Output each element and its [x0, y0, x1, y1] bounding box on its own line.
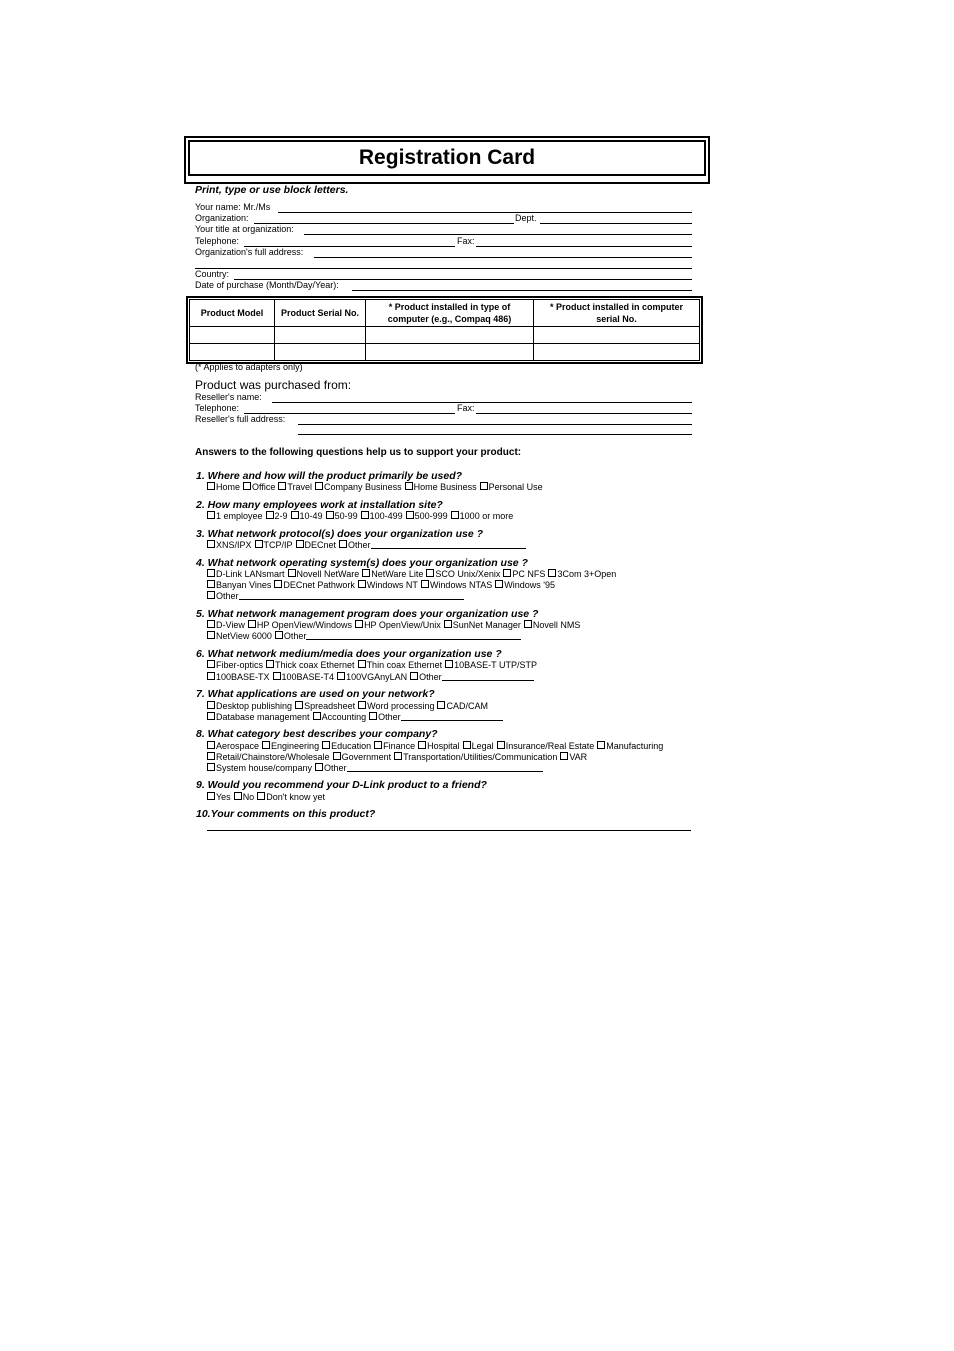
option-label: Aerospace [216, 741, 260, 751]
checkbox-icon[interactable] [445, 660, 453, 668]
option-checkbox[interactable] [451, 511, 514, 521]
question-8: 8. What category best describes your company? [196, 728, 438, 740]
table-cell[interactable] [534, 327, 700, 344]
option-checkbox[interactable] [273, 672, 335, 682]
option-checkbox[interactable] [597, 741, 663, 751]
option-label: Yes [216, 792, 231, 802]
checkbox-icon[interactable] [278, 482, 286, 490]
checkbox-icon[interactable] [262, 741, 270, 749]
other-blank-line[interactable] [401, 712, 503, 721]
other-blank-line[interactable] [347, 763, 543, 772]
country-label: Country: [195, 269, 230, 279]
name-label: Your name: Mr./Ms [195, 202, 271, 212]
option-label: SunNet Manager [452, 620, 521, 630]
option-checkbox[interactable] [207, 712, 310, 722]
checkbox-icon[interactable] [207, 672, 215, 680]
checkbox-icon[interactable] [463, 741, 471, 749]
title-label: Your title at organization: [195, 224, 294, 234]
option-label: Education [331, 741, 372, 751]
table-row [190, 327, 700, 344]
option-checkbox[interactable] [437, 701, 488, 711]
fax-label: Fax: [457, 236, 475, 246]
checkbox-icon[interactable] [296, 540, 304, 548]
option-label: Transportation/Utilities/Communication [403, 752, 558, 762]
question-1-options [207, 482, 546, 493]
checkbox-icon[interactable] [274, 580, 282, 588]
option-label: Finance [383, 741, 416, 751]
option-checkbox[interactable] [207, 672, 270, 682]
checkbox-icon[interactable] [291, 511, 299, 519]
option-label: Home [216, 482, 241, 492]
option-label: 1 employee [216, 511, 263, 521]
option-checkbox[interactable] [358, 701, 434, 711]
other-blank-line[interactable] [306, 631, 521, 640]
option-label: System house/company [216, 763, 313, 773]
option-label: 100BASE-TX [216, 672, 270, 682]
question-5: 5. What network management program does your organization use ? [196, 608, 539, 620]
option-checkbox[interactable] [234, 792, 255, 802]
checkbox-icon[interactable] [266, 511, 274, 519]
option-label: PC NFS [512, 569, 546, 579]
option-checkbox[interactable] [480, 482, 543, 492]
question-2-options [207, 511, 516, 522]
option-label: Desktop publishing [216, 701, 293, 711]
checkbox-icon[interactable] [374, 741, 382, 749]
header-computer-type: * Product installed in type of computer (e.g., Compaq 486) [366, 300, 534, 327]
checkbox-icon[interactable] [295, 701, 303, 709]
option-label: 50-99 [334, 511, 358, 521]
option-checkbox[interactable] [275, 631, 522, 641]
question-3-options [207, 540, 529, 551]
question-4-options [207, 591, 467, 602]
question-3: 3. What network protocol(s) does your organization use ? [196, 528, 484, 540]
option-label: No [242, 792, 255, 802]
option-label: Insurance/Real Estate [505, 741, 595, 751]
option-checkbox[interactable] [274, 580, 355, 590]
option-checkbox[interactable] [278, 482, 312, 492]
option-label: VAR [569, 752, 588, 762]
checkbox-icon[interactable] [362, 569, 370, 577]
table-row [190, 344, 700, 361]
reseller-telephone-label: Telephone: [195, 403, 240, 413]
checkbox-icon[interactable] [437, 701, 445, 709]
org-address-label: Organization's full address: [195, 247, 304, 257]
checkbox-icon[interactable] [361, 511, 369, 519]
table-cell[interactable] [275, 344, 366, 361]
option-label: DECnet Pathwork [283, 580, 355, 590]
option-label: Retail/Chainstore/Wholesale [216, 752, 330, 762]
option-label: XNS/IPX [216, 540, 252, 550]
option-label: Office [252, 482, 276, 492]
option-label: Personal Use [488, 482, 543, 492]
option-label: Novell NetWare [296, 569, 360, 579]
option-label: Thick coax Ethernet [275, 660, 355, 670]
comments-line[interactable] [207, 830, 691, 831]
option-checkbox[interactable] [257, 792, 325, 802]
question-6-options [207, 660, 540, 671]
reseller-address-label: Reseller's full address: [195, 414, 286, 424]
option-checkbox[interactable] [207, 631, 272, 641]
product-table [186, 296, 703, 364]
checkbox-icon[interactable] [207, 741, 215, 749]
checkbox-icon[interactable] [410, 672, 418, 680]
dept-label: Dept. [515, 213, 537, 223]
checkbox-icon[interactable] [248, 620, 256, 628]
checkbox-icon[interactable] [426, 569, 434, 577]
checkbox-icon[interactable] [503, 569, 511, 577]
option-label: HP OpenView/Windows [256, 620, 353, 630]
table-cell[interactable] [534, 344, 700, 361]
option-checkbox[interactable] [288, 569, 360, 579]
option-label: Windows NT [366, 580, 418, 590]
option-label: Other [324, 763, 347, 773]
option-checkbox[interactable] [394, 752, 557, 762]
option-checkbox[interactable] [406, 511, 448, 521]
checkbox-icon[interactable] [266, 660, 274, 668]
option-label: NetView 6000 [216, 631, 272, 641]
checkbox-icon[interactable] [355, 620, 363, 628]
option-label: Banyan Vines [216, 580, 272, 590]
option-checkbox[interactable] [207, 591, 464, 601]
option-checkbox[interactable] [296, 540, 337, 550]
question-4-options [207, 569, 619, 580]
checkbox-icon[interactable] [405, 482, 413, 490]
option-label: DECnet [304, 540, 337, 550]
table-cell[interactable] [366, 327, 534, 344]
option-label: 500-999 [414, 511, 448, 521]
question-5-options [207, 620, 583, 631]
option-checkbox[interactable] [445, 660, 537, 670]
header-product-model: Product Model [190, 300, 275, 327]
option-label: Database management [216, 712, 310, 722]
option-label: Company Business [324, 482, 402, 492]
title-box [184, 136, 710, 184]
checkbox-icon[interactable] [275, 631, 283, 639]
checkbox-icon[interactable] [480, 482, 488, 490]
checkbox-icon[interactable] [207, 569, 215, 577]
option-checkbox[interactable] [374, 741, 415, 751]
checkbox-icon[interactable] [369, 712, 377, 720]
option-checkbox[interactable] [418, 741, 460, 751]
checkbox-icon[interactable] [207, 620, 215, 628]
option-checkbox[interactable] [337, 672, 407, 682]
option-checkbox[interactable] [355, 620, 441, 630]
option-checkbox[interactable] [207, 701, 292, 711]
question-9-options [207, 792, 328, 803]
checkbox-icon[interactable] [207, 712, 215, 720]
option-checkbox[interactable] [326, 511, 358, 521]
option-checkbox[interactable] [266, 660, 355, 670]
page-title: Registration Card [188, 140, 706, 176]
option-label: Windows '95 [504, 580, 556, 590]
option-checkbox[interactable] [207, 660, 263, 670]
table-cell[interactable] [190, 344, 275, 361]
checkbox-icon[interactable] [339, 540, 347, 548]
answers-intro: Answers to the following questions help us to support your product: [195, 447, 522, 458]
option-label: Thin coax Ethernet [366, 660, 443, 670]
checkbox-icon[interactable] [322, 741, 330, 749]
option-label: Other [348, 540, 371, 550]
org-address-line [314, 257, 692, 258]
checkbox-icon[interactable] [207, 540, 215, 548]
checkbox-icon[interactable] [234, 792, 242, 800]
option-label: NetWare Lite [371, 569, 424, 579]
question-4: 4. What network operating system(s) does your organization use ? [196, 557, 528, 569]
question-8-options [207, 752, 590, 763]
purchased-from-heading: Product was purchased from: [195, 378, 352, 392]
option-checkbox[interactable] [463, 741, 494, 751]
checkbox-icon[interactable] [421, 580, 429, 588]
option-checkbox[interactable] [243, 482, 275, 492]
reseller-fax-label: Fax: [457, 403, 475, 413]
question-1: 1. Where and how will the product primarily be used? [196, 470, 463, 482]
option-label: 100BASE-T4 [281, 672, 335, 682]
option-label: D-View [216, 620, 245, 630]
checkbox-icon[interactable] [207, 631, 215, 639]
checkbox-icon[interactable] [333, 752, 341, 760]
question-8-options [207, 763, 546, 774]
option-label: 10-49 [299, 511, 323, 521]
organization-label: Organization: [195, 213, 249, 223]
option-label: Other [378, 712, 401, 722]
checkbox-icon[interactable] [207, 763, 215, 771]
table-cell[interactable] [275, 327, 366, 344]
option-checkbox[interactable] [207, 763, 312, 773]
option-label: Travel [287, 482, 313, 492]
option-checkbox[interactable] [207, 569, 285, 579]
reseller-name-label: Reseller's name: [195, 392, 262, 402]
option-checkbox[interactable] [495, 580, 555, 590]
option-label: Fiber-optics [216, 660, 264, 670]
header-computer-serial: * Product installed in computer serial No. [534, 300, 700, 327]
option-checkbox[interactable] [421, 580, 492, 590]
option-label: Engineering [271, 741, 320, 751]
option-label: Government [341, 752, 392, 762]
question-8-options [207, 741, 666, 752]
option-label: Novell NMS [532, 620, 581, 630]
option-checkbox[interactable] [524, 620, 581, 630]
checkbox-icon[interactable] [597, 741, 605, 749]
reseller-address-line-2 [298, 434, 692, 435]
checkbox-icon[interactable] [495, 580, 503, 588]
option-checkbox[interactable] [291, 511, 323, 521]
checkbox-icon[interactable] [497, 741, 505, 749]
option-label: D-Link LANsmart [216, 569, 285, 579]
checkbox-icon[interactable] [255, 540, 263, 548]
question-6: 6. What network medium/media does your organization use ? [196, 648, 502, 660]
option-checkbox[interactable] [339, 540, 526, 550]
checkbox-icon[interactable] [406, 511, 414, 519]
checkbox-icon[interactable] [337, 672, 345, 680]
question-4-options [207, 580, 558, 591]
option-checkbox[interactable] [444, 620, 521, 630]
option-label: 3Com 3+Open [557, 569, 617, 579]
option-checkbox[interactable] [560, 752, 587, 762]
checkbox-icon[interactable] [315, 482, 323, 490]
option-checkbox[interactable] [358, 660, 443, 670]
option-label: 100-499 [369, 511, 403, 521]
question-9: 9. Would you recommend your D-Link product to a friend? [196, 779, 487, 791]
option-label: Legal [471, 741, 494, 751]
instructions: Print, type or use block letters. [195, 184, 349, 196]
checkbox-icon[interactable] [548, 569, 556, 577]
question-10: 10.Your comments on this product? [196, 808, 376, 820]
option-label: Don't know yet [266, 792, 325, 802]
checkbox-icon[interactable] [358, 580, 366, 588]
option-checkbox[interactable] [313, 712, 367, 722]
option-label: CAD/CAM [446, 701, 488, 711]
option-checkbox[interactable] [207, 580, 271, 590]
option-label: 10BASE-T UTP/STP [454, 660, 537, 670]
option-checkbox[interactable] [358, 580, 418, 590]
checkbox-icon[interactable] [207, 792, 215, 800]
option-checkbox[interactable] [207, 620, 245, 630]
table-cell[interactable] [366, 344, 534, 361]
question-2: 2. How many employees work at installation site? [196, 499, 443, 511]
checkbox-icon[interactable] [207, 752, 215, 760]
telephone-label: Telephone: [195, 236, 240, 246]
option-label: 2-9 [274, 511, 288, 521]
option-checkbox[interactable] [369, 712, 503, 722]
checkbox-icon[interactable] [418, 741, 426, 749]
option-label: SCO Unix/Xenix [435, 569, 501, 579]
checkbox-icon[interactable] [207, 580, 215, 588]
checkbox-icon[interactable] [326, 511, 334, 519]
option-checkbox[interactable] [295, 701, 355, 711]
option-checkbox[interactable] [266, 511, 288, 521]
option-checkbox[interactable] [207, 752, 330, 762]
option-checkbox[interactable] [262, 741, 319, 751]
option-label: Manufacturing [606, 741, 664, 751]
option-checkbox[interactable] [207, 540, 252, 550]
table-cell[interactable] [190, 327, 275, 344]
option-checkbox[interactable] [503, 569, 545, 579]
date-label: Date of purchase (Month/Day/Year): [195, 280, 339, 290]
checkbox-icon[interactable] [207, 511, 215, 519]
option-checkbox[interactable] [361, 511, 403, 521]
option-label: Hospital [427, 741, 460, 751]
option-checkbox[interactable] [426, 569, 500, 579]
checkbox-icon[interactable] [451, 511, 459, 519]
checkbox-icon[interactable] [207, 482, 215, 490]
option-label: HP OpenView/Unix [364, 620, 441, 630]
option-label: Other [419, 672, 442, 682]
checkbox-icon[interactable] [358, 660, 366, 668]
checkbox-icon[interactable] [394, 752, 402, 760]
question-7-options [207, 712, 506, 723]
title-line [304, 234, 692, 235]
question-5-options [207, 631, 524, 642]
checkbox-icon[interactable] [444, 620, 452, 628]
option-label: TCP/IP [263, 540, 293, 550]
checkbox-icon[interactable] [524, 620, 532, 628]
option-checkbox[interactable] [322, 741, 371, 751]
checkbox-icon[interactable] [207, 591, 215, 599]
option-checkbox[interactable] [315, 763, 543, 773]
option-label: 100VGAnyLAN [346, 672, 408, 682]
option-checkbox[interactable] [362, 569, 423, 579]
option-checkbox[interactable] [333, 752, 392, 762]
option-checkbox[interactable] [315, 482, 402, 492]
option-checkbox[interactable] [410, 672, 534, 682]
option-checkbox[interactable] [405, 482, 477, 492]
checkbox-icon[interactable] [560, 752, 568, 760]
option-label: Spreadsheet [304, 701, 356, 711]
other-blank-line[interactable] [371, 540, 526, 549]
checkbox-icon[interactable] [207, 701, 215, 709]
option-checkbox[interactable] [248, 620, 352, 630]
question-7: 7. What applications are used on your network? [196, 688, 435, 700]
checkbox-icon[interactable] [243, 482, 251, 490]
question-7-options [207, 701, 491, 712]
checkbox-icon[interactable] [207, 660, 215, 668]
option-checkbox[interactable] [207, 741, 259, 751]
other-blank-line[interactable] [442, 672, 534, 681]
option-label: Other [216, 591, 239, 601]
checkbox-icon[interactable] [288, 569, 296, 577]
option-label: Windows NTAS [429, 580, 493, 590]
option-label: Home Business [413, 482, 477, 492]
checkbox-icon[interactable] [358, 701, 366, 709]
option-label: 1000 or more [459, 511, 514, 521]
option-checkbox[interactable] [255, 540, 293, 550]
option-label: Accounting [321, 712, 367, 722]
applies-note: (* Applies to adapters only) [195, 362, 303, 372]
option-label: Other [283, 631, 307, 641]
option-checkbox[interactable] [207, 482, 240, 492]
checkbox-icon[interactable] [273, 672, 281, 680]
option-checkbox[interactable] [497, 741, 595, 751]
checkbox-icon[interactable] [313, 712, 321, 720]
checkbox-icon[interactable] [315, 763, 323, 771]
header-serial-no: Product Serial No. [275, 300, 366, 327]
other-blank-line[interactable] [239, 591, 464, 600]
checkbox-icon[interactable] [257, 792, 265, 800]
date-line [352, 290, 692, 291]
option-checkbox[interactable] [548, 569, 616, 579]
option-checkbox[interactable] [207, 511, 263, 521]
question-6-options [207, 672, 537, 683]
reseller-address-line [298, 424, 692, 425]
option-label: Word processing [367, 701, 435, 711]
option-checkbox[interactable] [207, 792, 231, 802]
